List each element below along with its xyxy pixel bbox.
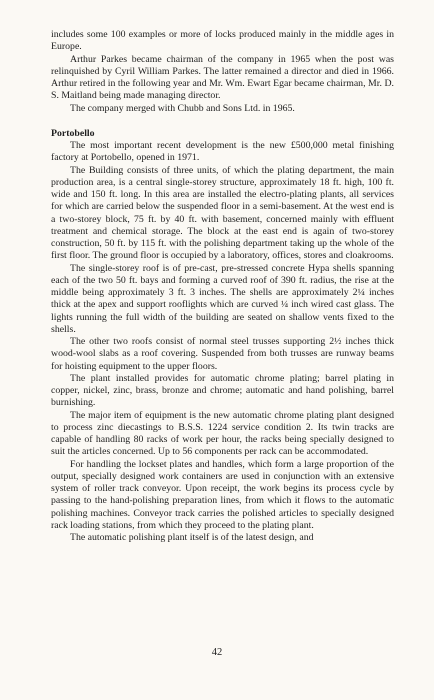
paragraph-polishing-plant: The automatic polishing plant itself is of the latest design, and [70, 532, 314, 543]
paragraph-factory-development: The most important recent development is the new £500,000 metal finishing factory at Portobello, opened in 1971. [51, 140, 394, 164]
paragraph-locks-collection: includes some 100 examples or more of locks produced mainly in the middle ages in Europe. [51, 29, 394, 53]
page-number: 42 [211, 647, 223, 658]
paragraph-building-units: The Building consists of three units, of which the plating department, the main production area, is a central single-storey structure, approximately 18 ft. high, 100 ft. wide and 150 ft. long. In this area are installed the electro-plating plants, all services for which are carried below the suspended floor in a semi-basement. At the west end is a two-storey block, 75 ft. by 40 ft. with basement, concerned mainly with effluent treatment and chemical storage. The block at the east end is again of two-storey construction, 50 ft. by 115 ft. with the polishing department taking up the whole of the first floor. The ground floor is occupied by a laboratory, offices, stores and cloakrooms. [51, 164, 394, 262]
paragraph-plant-installed: The plant installed provides for automatic chrome plating; barrel plating in copper, nickel, zinc, brass, bronze and chrome; automatic and hand polishing, barrel burnishing. [51, 372, 394, 409]
paragraph-roof-shells: The single-storey roof is of pre-cast, pre-stressed concrete Hypa shells spanning each of the two 50 ft. bays and forming a curved roof of 390 ft. radius, the rise at the middle being approximately 3 ft. 3 inches. The shells are approximately 2¼ inches thick at the apex and support rooflights which are curved ¼ inch wired cast glass. The lights running the full width of the building are seated on shallow vents fixed to the shells. [51, 262, 394, 335]
paragraph-lockset-handling: For handling the lockset plates and handles, which form a large proportion of the output, specially designed work containers are used in conjunction with an extensive system of roller track conveyor. Upon receipt, the work begins its process cycle by passing to the hand-polishing preparation lines, from which it flows to the automatic polishing machines. Conveyor track carries the polished articles to specially designed rack loading stations, from which they proceed to the plating plant. [51, 458, 394, 531]
paragraph-chrome-plating-plant: The major item of equipment is the new automatic chrome plating plant designed to process zinc diecastings to B.S.S. 1224 service condition 2. Its twin tracks are capable of handling 80 racks of work per hour, the racks being specially designed to suit the articles concerned. Up to 56 components per rack can be accommodated. [51, 409, 394, 458]
paragraph-chairman-history: Arthur Parkes became chairman of the company in 1965 when the post was relinquished by Cyril William Parkes. The latter remained a director and died in 1966. Arthur retired in the following year and Mr. Wm. Ewart Egar became chairman, Mr. D. S. Maitland being made managing director. [51, 53, 394, 102]
section-heading-portobello: Portobello [51, 127, 95, 139]
paragraph-steel-trusses: The other two roofs consist of normal steel trusses supporting 2½ inches thick wood-wool slabs as a roof covering. Suspended from both trusses are runway beams for hoisting equipment to the upper floors. [51, 336, 394, 372]
paragraph-merger: The company merged with Chubb and Sons Ltd. in 1965. [70, 102, 295, 114]
